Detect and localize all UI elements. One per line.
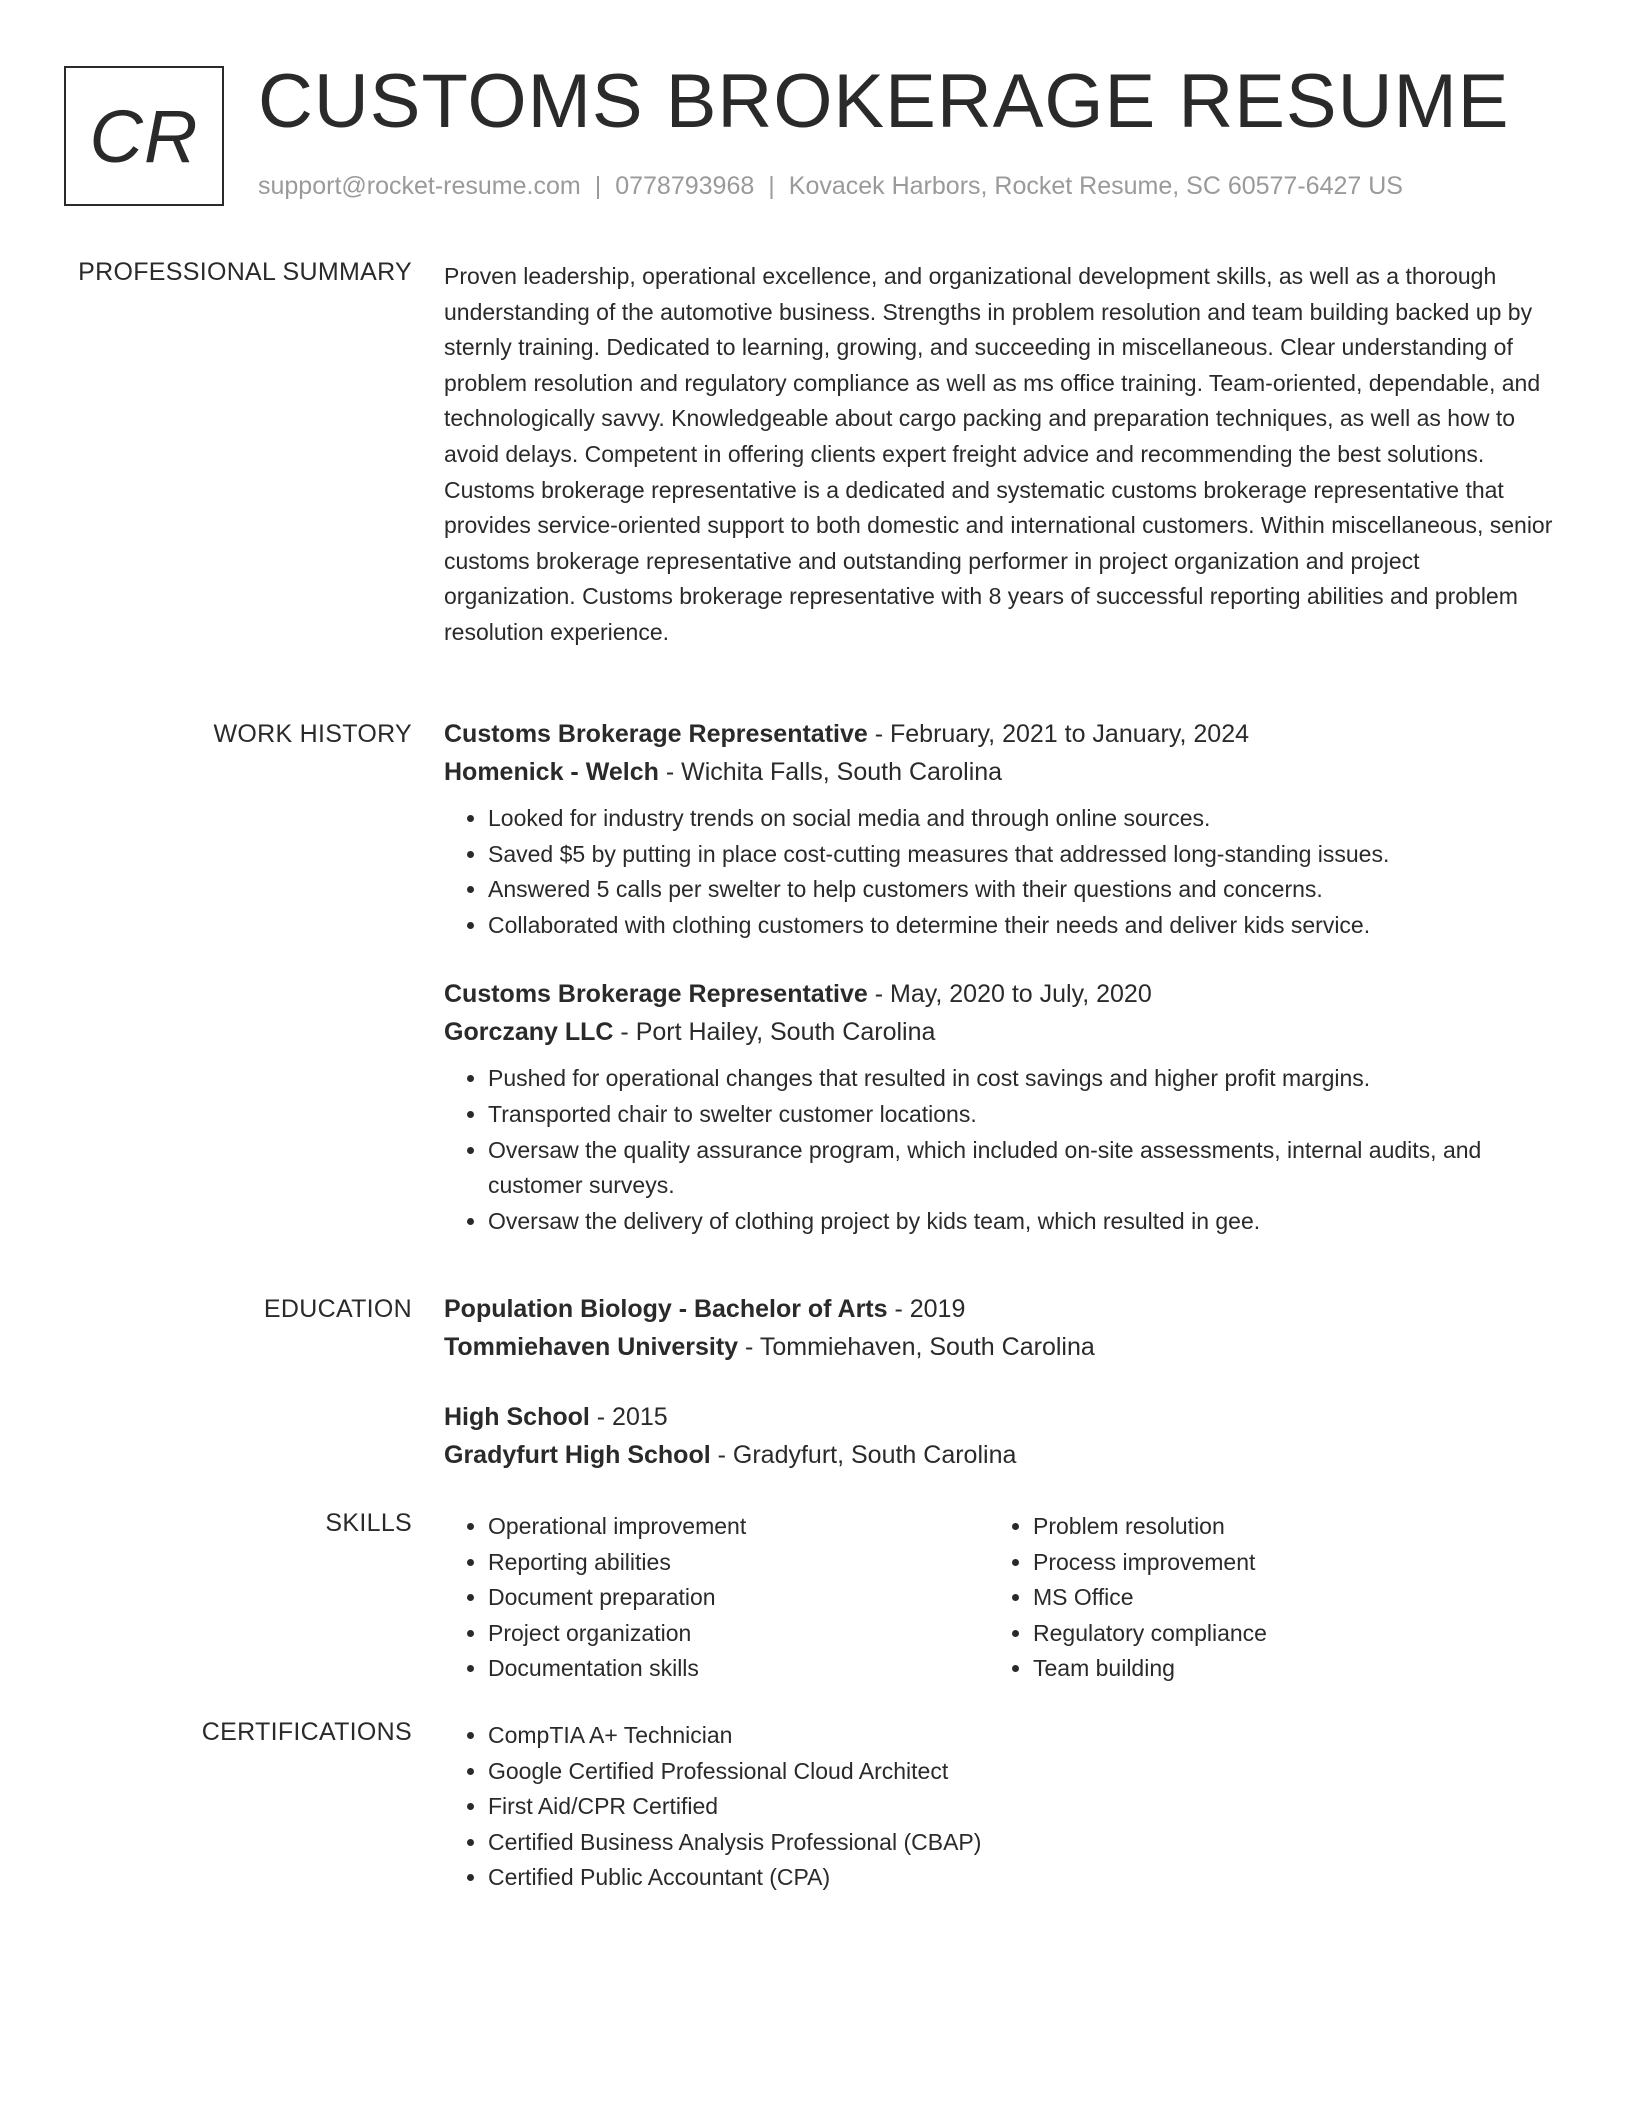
education-year: - 2015 bbox=[589, 1403, 668, 1431]
summary-text: Proven leadership, operational excellence, and organizational development skills, as well as a thorough understanding of the automotive business. Strengths in problem resolution and team building backed up by sternly training. Dedicated to learning, growing, and succeeding in miscellaneous. Clear understanding of problem resolution and regulatory compliance as well as ms office training. Team-oriented, dependable, and technologically savvy. Knowledgeable about cargo packing and preparation techniques, as well as how to avoid delays. Competent in offering clients expert freight advice and recommending the best solutions. Customs brokerage representative is a dedicated and systematic customs brokerage representative that provides service-oriented support to both domestic and international customers. Within miscellaneous, senior customs brokerage representative and outstanding performer in project organization and project organization. Customs brokerage representative with 8 years of successful reporting abilities and problem resolution experience. bbox=[444, 263, 1553, 645]
monogram-box bbox=[64, 66, 224, 206]
list-item: • Answered 5 calls per swelter to help customers with their questions and concerns. bbox=[488, 872, 1554, 908]
list-item: • Google Certified Professional Cloud Architect bbox=[488, 1754, 1554, 1790]
education-heading bbox=[444, 1290, 1554, 1328]
section-label-work: WORK HISTORY bbox=[213, 720, 412, 748]
job-dates: - February, 2021 to January, 2024 bbox=[867, 720, 1250, 748]
job-entry bbox=[444, 975, 1554, 1239]
education-entry bbox=[444, 1290, 1554, 1366]
contact-separator: | bbox=[594, 172, 602, 200]
contact-email: support@rocket-resume.com bbox=[258, 172, 581, 200]
job-dates: - May, 2020 to July, 2020 bbox=[867, 980, 1152, 1009]
monogram-initials: CR bbox=[89, 94, 199, 178]
list-item: • Regulatory compliance bbox=[1033, 1616, 1534, 1652]
resume-title: CUSTOMS BROKERAGE RESUME bbox=[258, 59, 1510, 144]
job-entry bbox=[444, 715, 1554, 943]
list-item: • Problem resolution bbox=[1033, 1509, 1534, 1545]
job-location: - Port Hailey, South Carolina bbox=[613, 1018, 936, 1047]
education-heading bbox=[444, 1398, 1554, 1436]
job-title: Customs Brokerage Representative bbox=[444, 980, 868, 1009]
skills-column-2 bbox=[989, 1509, 1534, 1687]
contact-phone: 0778793968 bbox=[615, 172, 755, 200]
list-item: • Certified Business Analysis Professional (CBAP) bbox=[488, 1825, 1554, 1861]
list-item: • Transported chair to swelter customer locations. bbox=[488, 1097, 1554, 1133]
section-label-summary: PROFESSIONAL SUMMARY bbox=[78, 258, 412, 286]
job-bullets bbox=[444, 801, 1554, 943]
list-item: • Document preparation bbox=[488, 1580, 989, 1616]
education-location: - Gradyfurt, South Carolina bbox=[710, 1441, 1017, 1469]
section-label-education: EDUCATION bbox=[263, 1295, 412, 1323]
list-item: • Collaborated with clothing customers to determine their needs and deliver kids service. bbox=[488, 908, 1554, 944]
list-item: • Operational improvement bbox=[488, 1509, 989, 1545]
list-item: • Certified Public Accountant (CPA) bbox=[488, 1860, 1554, 1896]
list-item: • Reporting abilities bbox=[488, 1545, 989, 1581]
skills-grid bbox=[444, 1509, 1554, 1687]
education-degree: High School bbox=[444, 1403, 590, 1431]
skills-column-1 bbox=[444, 1509, 989, 1687]
education-year: - 2019 bbox=[887, 1295, 966, 1323]
job-heading bbox=[444, 715, 1554, 753]
education-location: - Tommiehaven, South Carolina bbox=[738, 1333, 1095, 1361]
certifications-list bbox=[444, 1718, 1554, 1896]
job-bullets bbox=[444, 1061, 1554, 1239]
contact-address: Kovacek Harbors, Rocket Resume, SC 60577-6427 US bbox=[788, 172, 1403, 200]
education-school: Tommiehaven University bbox=[444, 1333, 739, 1361]
education-school: Gradyfurt High School bbox=[444, 1441, 711, 1469]
list-item: • Pushed for operational changes that resulted in cost savings and higher profit margins. bbox=[488, 1061, 1554, 1097]
contact-line bbox=[258, 172, 1403, 201]
education-school-line bbox=[444, 1436, 1554, 1474]
job-title: Customs Brokerage Representative bbox=[444, 720, 868, 748]
section-label-skills: SKILLS bbox=[325, 1509, 412, 1537]
list-item: • Oversaw the quality assurance program, which included on-site assessments, internal audits, and customer surveys. bbox=[488, 1133, 1554, 1204]
list-item: • Oversaw the delivery of clothing project by kids team, which resulted in gee. bbox=[488, 1204, 1554, 1240]
list-item: • Documentation skills bbox=[488, 1651, 989, 1687]
list-item: • Team building bbox=[1033, 1651, 1534, 1687]
education-degree: Population Biology - Bachelor of Arts bbox=[444, 1295, 888, 1323]
list-item: • First Aid/CPR Certified bbox=[488, 1789, 1554, 1825]
job-employer-line bbox=[444, 1013, 1554, 1051]
contact-separator: | bbox=[768, 172, 775, 200]
section-label-certifications: CERTIFICATIONS bbox=[201, 1718, 412, 1746]
list-item: • Process improvement bbox=[1033, 1545, 1534, 1581]
list-item: • Saved $5 by putting in place cost-cutting measures that addressed long-standing issues. bbox=[488, 837, 1554, 873]
list-item: • MS Office bbox=[1033, 1580, 1534, 1616]
education-school-line bbox=[444, 1328, 1554, 1366]
list-item: • Looked for industry trends on social media and through online sources. bbox=[488, 801, 1554, 837]
list-item: • CompTIA A+ Technician bbox=[488, 1718, 1554, 1754]
list-item: • Project organization bbox=[488, 1616, 989, 1652]
education-entry bbox=[444, 1398, 1554, 1474]
job-location: - Wichita Falls, South Carolina bbox=[658, 758, 1003, 786]
job-heading bbox=[444, 975, 1554, 1013]
job-company: Gorczany LLC bbox=[444, 1018, 614, 1047]
job-company: Homenick - Welch bbox=[444, 758, 659, 786]
job-employer-line bbox=[444, 753, 1554, 791]
